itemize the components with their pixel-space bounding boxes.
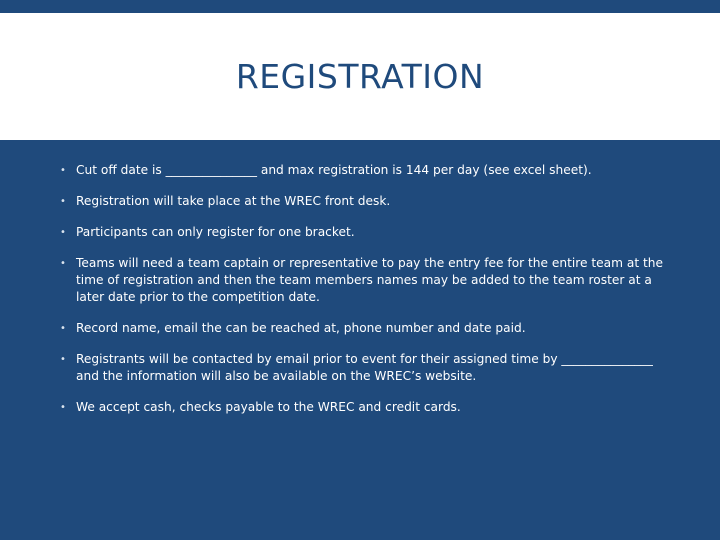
bullet-item-teams bbox=[60, 255, 670, 306]
bullet-item-bracket bbox=[60, 224, 670, 241]
bullet-marker: • bbox=[60, 165, 66, 176]
bullet-marker: • bbox=[60, 258, 66, 269]
bullet-text: Cut off date is _______________ and max registration is 144 per day (see excel sheet). bbox=[76, 163, 592, 177]
bullet-item-record bbox=[60, 320, 670, 337]
bullet-text: Participants can only register for one bracket. bbox=[76, 225, 355, 239]
bullet-marker: • bbox=[60, 354, 66, 365]
bullet-marker: • bbox=[60, 196, 66, 207]
bullet-item-cutoff bbox=[60, 162, 670, 179]
bullet-item-location bbox=[60, 193, 670, 210]
bullet-marker: • bbox=[60, 323, 66, 334]
bullet-text: We accept cash, checks payable to the WREC and credit cards. bbox=[76, 400, 461, 414]
bullet-text: Registrants will be contacted by email prior to event for their assigned time by _______________ and the information will also be available on the WREC’s website. bbox=[76, 352, 653, 383]
bullet-list bbox=[60, 162, 670, 430]
bullet-item-payment bbox=[60, 399, 670, 416]
slide-title: REGISTRATION bbox=[235, 57, 485, 96]
bullet-marker: • bbox=[60, 227, 66, 238]
bullet-marker: • bbox=[60, 402, 66, 413]
bullet-item-contact bbox=[60, 351, 670, 385]
bullet-text: Record name, email the can be reached at, phone number and date paid. bbox=[76, 321, 526, 335]
bullet-text: Teams will need a team captain or representative to pay the entry fee for the entire team at the time of registration and then the team members names may be added to the team roster at a later date prior to the competition date. bbox=[76, 256, 664, 304]
bullet-text: Registration will take place at the WREC front desk. bbox=[76, 194, 391, 208]
